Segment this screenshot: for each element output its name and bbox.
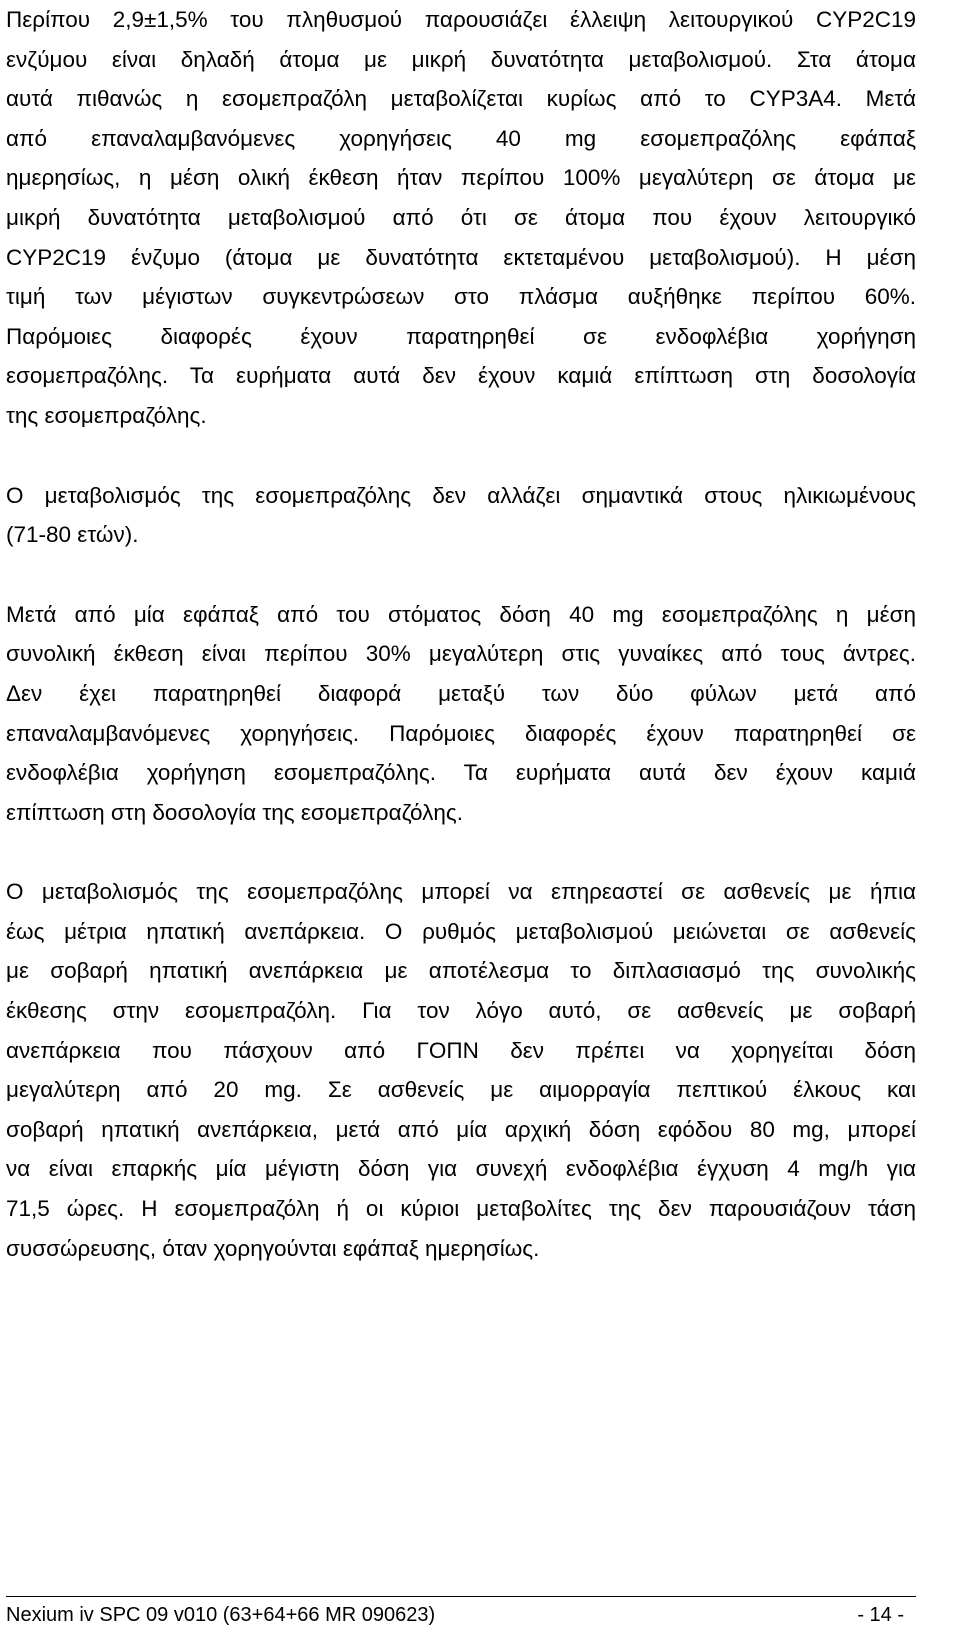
text-line: Δεν έχει παρατηρηθεί διαφορά μεταξύ των δύο φύλων μετά από [6, 680, 916, 706]
paragraph-cyp2c19-poor-metabolizers [6, 0, 916, 436]
text-line: Μετά από μία εφάπαξ από του στόματος δόση 40 mg εσομεπραζόλης η μέση [6, 601, 916, 627]
page-footer [6, 1600, 916, 1630]
text-line: της εσομεπραζόλης. [6, 402, 207, 428]
text-line: Ο μεταβολισμός της εσομεπραζόλης δεν αλλάζει σημαντικά στους ηλικιωμένους [6, 482, 916, 508]
text-line: επαναλαμβανόμενες χορηγήσεις. Παρόμοιες διαφορές έχουν παρατηρηθεί σε [6, 720, 916, 746]
text-line: Παρόμοιες διαφορές έχουν παρατηρηθεί σε ενδοφλέβια χορήγηση [6, 323, 916, 349]
footer-page-number: - 14 - [857, 1604, 904, 1626]
paragraph-gender [6, 595, 916, 833]
text-line: συνολική έκθεση είναι περίπου 30% μεγαλύτερη στις γυναίκες από τους άντρες. [6, 641, 916, 667]
text-line: έως μέτρια ηπατική ανεπάρκεια. Ο ρυθμός μεταβολισμού μειώνεται σε ασθενείς [6, 918, 916, 944]
text-line: 71,5 ώρες. Η εσομεπραζόλη ή οι κύριοι μεταβολίτες της δεν παρουσιάζουν τάση [6, 1196, 916, 1222]
paragraph-elderly [6, 476, 916, 555]
text-line: Περίπου 2,9±1,5% του πληθυσμού παρουσιάζει έλλειψη λειτουργικού CYP2C19 [6, 7, 916, 32]
text-line: σοβαρή ηπατική ανεπάρκεια, μετά από μία αρχική δόση εφόδου 80 mg, μπορεί [6, 1116, 916, 1142]
text-line: μεγαλύτερη από 20 mg. Σε ασθενείς με αιμορραγία πεπτικού έλκους και [6, 1077, 916, 1103]
text-line: Ο μεταβολισμός της εσομεπραζόλης μπορεί να επηρεαστεί σε ασθενείς με ήπια [6, 879, 916, 905]
text-line: ενζύμου είναι δηλαδή άτομα με μικρή δυνατότητα μεταβολισμού. Στα άτομα [6, 46, 916, 72]
paragraph-spacer [6, 555, 916, 595]
text-line: από επαναλαμβανόμενες χορηγήσεις 40 mg εσομεπραζόλης εφάπαξ [6, 125, 916, 151]
text-line: συσσώρευσης, όταν χορηγούνται εφάπαξ ημερησίως. [6, 1235, 540, 1261]
footer-document-id: Nexium iv SPC 09 v010 (63+64+66 MR 090623) [6, 1604, 436, 1626]
text-line: ημερησίως, η μέση ολική έκθεση ήταν περίπου 100% μεγαλύτερη σε άτομα με [6, 165, 916, 191]
text-line: εσομεπραζόλης. Τα ευρήματα αυτά δεν έχουν καμιά επίπτωση στη δοσολογία [6, 363, 916, 389]
text-line: έκθεσης στην εσομεπραζόλη. Για τον λόγο αυτό, σε ασθενείς με σοβαρή [6, 998, 916, 1024]
text-line: τιμή των μέγιστων συγκεντρώσεων στο πλάσμα αυξήθηκε περίπου 60%. [6, 284, 916, 310]
text-line: να είναι επαρκής μία μέγιστη δόση για συνεχή ενδοφλέβια έγχυση 4 mg/h για [6, 1156, 916, 1182]
paragraph-hepatic-impairment [6, 872, 916, 1268]
text-line: CYP2C19 ένζυμο (άτομα με δυνατότητα εκτεταμένου μεταβολισμού). Η μέση [6, 244, 916, 270]
text-line: επίπτωση στη δοσολογία της εσομεπραζόλης. [6, 799, 463, 825]
text-line: ανεπάρκεια που πάσχουν από ΓΟΠΝ δεν πρέπει να χορηγείται δόση [6, 1037, 916, 1063]
document-body [6, 0, 916, 1268]
text-line: (71-80 ετών). [6, 522, 139, 548]
paragraph-spacer [6, 832, 916, 872]
text-line: μικρή δυνατότητα μεταβολισμού από ότι σε άτομα που έχουν λειτουργικό [6, 204, 916, 230]
footer-divider [6, 1596, 916, 1597]
paragraph-spacer [6, 436, 916, 476]
text-line: αυτά πιθανώς η εσομεπραζόλη μεταβολίζεται κυρίως από το CYP3A4. Μετά [6, 86, 916, 112]
text-line: ενδοφλέβια χορήγηση εσομεπραζόλης. Τα ευρήματα αυτά δεν έχουν καμιά [6, 760, 916, 786]
text-line: με σοβαρή ηπατική ανεπάρκεια με αποτέλεσμα το διπλασιασμό της συνολικής [6, 958, 916, 984]
